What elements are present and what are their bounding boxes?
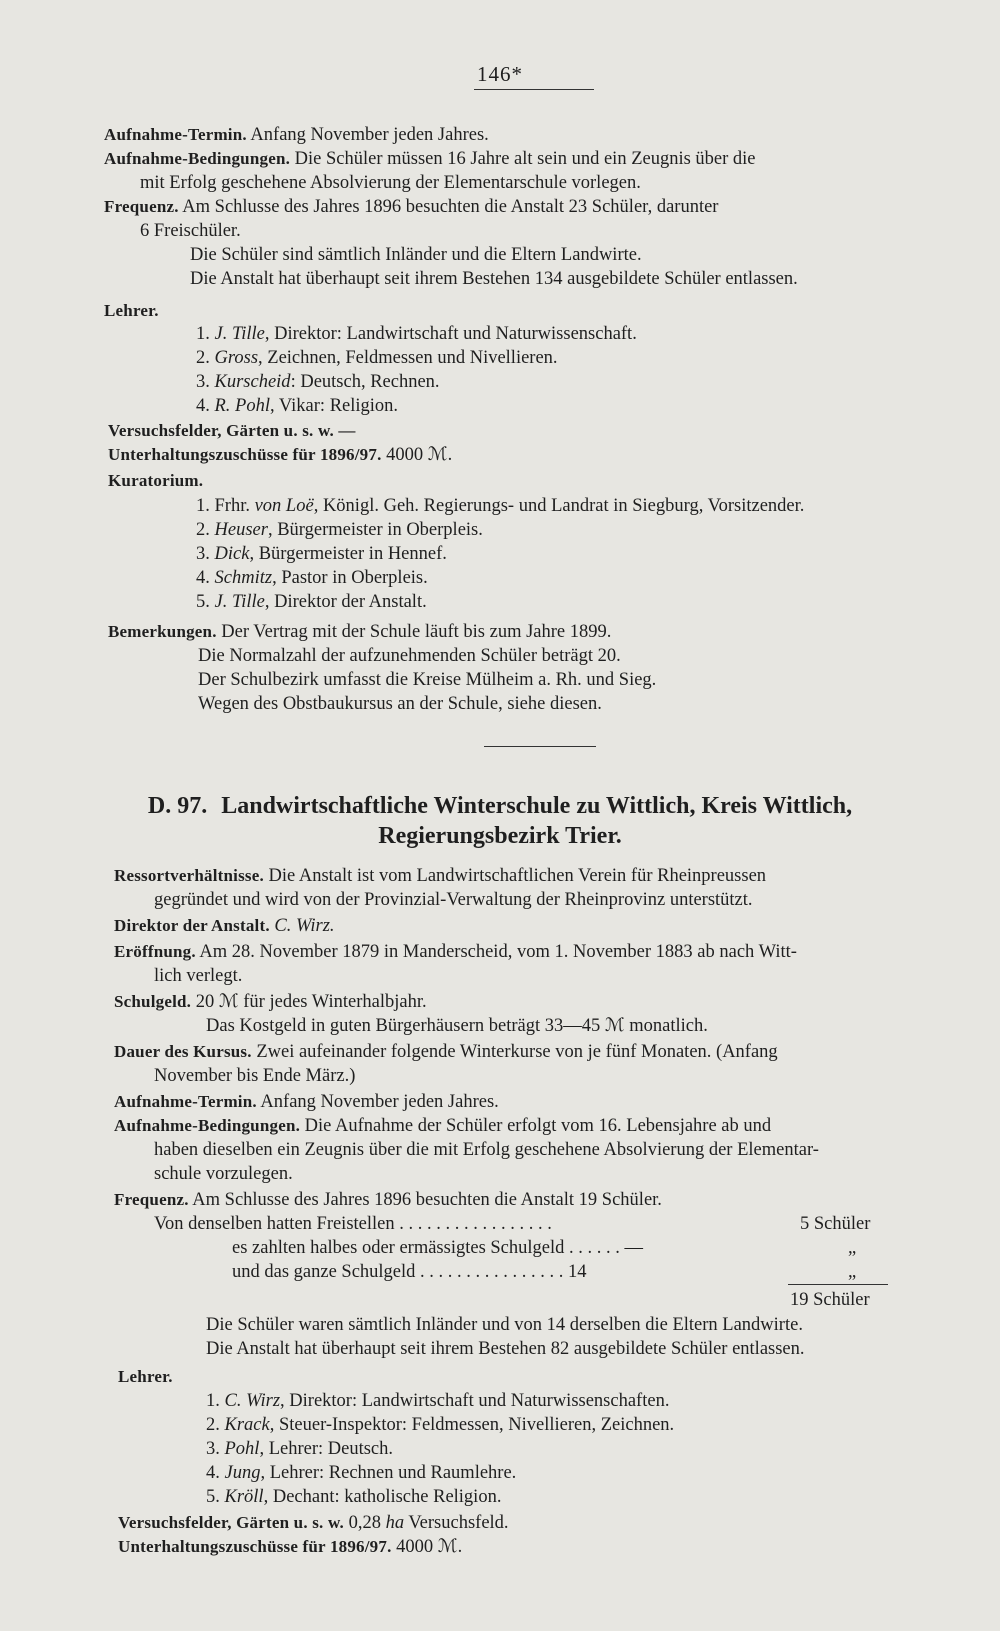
text-line: 6 Freischüler. bbox=[140, 221, 241, 241]
text-line: gegründet und wird von der Provinzial-Verwaltung der Rheinprovinz unterstützt. bbox=[154, 890, 753, 910]
text-line: Die Anstalt hat überhaupt seit ihrem Bestehen 82 ausgebildete Schüler entlassen. bbox=[206, 1339, 805, 1359]
kuratorium-item: 1. Frhr. von Loë, Königl. Geh. Regierungs- und Landrat in Siegburg, Vorsitzender. bbox=[196, 496, 805, 516]
text-line: November bis Ende März.) bbox=[154, 1066, 356, 1086]
text-line: Das Kostgeld in guten Bürgerhäusern beträgt 33—45 ℳ monatlich. bbox=[206, 1016, 708, 1036]
lehrer-heading: Lehrer. bbox=[118, 1367, 173, 1386]
teacher-item: 3. Pohl, Lehrer: Deutsch. bbox=[206, 1439, 394, 1459]
teacher-item: 1. C. Wirz, Direktor: Landwirtschaft und Naturwissenschaften. bbox=[206, 1391, 670, 1411]
aufnahme-bedingungen-line: Aufnahme-Bedingungen. Die Aufnahme der Schüler erfolgt vom 16. Lebensjahre ab und bbox=[114, 1116, 772, 1136]
page-number-rule bbox=[474, 89, 594, 90]
text-line: Die Anstalt hat überhaupt seit ihrem Bestehen 134 ausgebildete Schüler entlassen. bbox=[190, 269, 798, 289]
sum-rule bbox=[788, 1284, 888, 1285]
aufnahme-termin-line: Aufnahme-Termin. Anfang November jeden Jahres. bbox=[104, 125, 489, 145]
text-line: Wegen des Obstbaukursus an der Schule, siehe diesen. bbox=[198, 694, 602, 714]
text-line: mit Erfolg geschehene Absolvierung der Elementarschule vorlegen. bbox=[140, 173, 641, 193]
frequency-value: 5 Schüler bbox=[800, 1214, 871, 1234]
unterhaltung-line: Unterhaltungszuschüsse für 1896/97. 4000 ℳ. bbox=[108, 445, 453, 465]
frequency-total: 19 Schüler bbox=[790, 1290, 870, 1310]
direktor-line: Direktor der Anstalt. C. Wirz. bbox=[114, 916, 335, 936]
frequency-value: „ bbox=[848, 1238, 857, 1258]
frequency-value: „ bbox=[848, 1262, 857, 1282]
versuchsfelder-line: Versuchsfelder, Gärten u. s. w. 0,28 ha Versuchsfeld. bbox=[118, 1513, 509, 1533]
versuchsfelder-line: Versuchsfelder, Gärten u. s. w. — bbox=[108, 421, 356, 440]
section-heading: D. 97. Landwirtschaftliche Winterschule zu Wittlich, Kreis Wittlich, bbox=[147, 793, 853, 819]
frequency-row: es zahlten halbes oder ermässigtes Schulgeld . . . . . . — bbox=[232, 1238, 644, 1258]
text-line: lich verlegt. bbox=[154, 966, 243, 986]
dauer-line: Dauer des Kursus. Zwei aufeinander folgende Winterkurse von je fünf Monaten. (Anfang bbox=[114, 1042, 778, 1062]
text-line: schule vorzulegen. bbox=[154, 1164, 293, 1184]
teacher-item: 2. Krack, Steuer-Inspektor: Feldmessen, Nivellieren, Zeichnen. bbox=[206, 1415, 675, 1435]
ressort-line: Ressortverhältnisse. Die Anstalt ist vom Landwirtschaftlichen Verein für Rheinpreussen bbox=[114, 866, 767, 886]
text-line: Die Normalzahl der aufzunehmenden Schüler beträgt 20. bbox=[198, 646, 621, 666]
text-line: Die Schüler waren sämtlich Inländer und von 14 derselben die Eltern Landwirte. bbox=[206, 1315, 803, 1335]
teacher-item: 4. R. Pohl, Vikar: Religion. bbox=[196, 396, 399, 416]
page-number: 146* bbox=[477, 62, 523, 86]
frequency-row: und das ganze Schulgeld . . . . . . . . . . . . . . . . 14 bbox=[232, 1262, 587, 1282]
frequenz-line: Frequenz. Am Schlusse des Jahres 1896 besuchten die Anstalt 23 Schüler, darunter bbox=[104, 197, 719, 217]
kuratorium-item: 2. Heuser, Bürgermeister in Oberpleis. bbox=[196, 520, 483, 540]
section-separator bbox=[484, 746, 596, 747]
text-line: Der Schulbezirk umfasst die Kreise Mülheim a. Rh. und Sieg. bbox=[198, 670, 657, 690]
teacher-item: 4. Jung, Lehrer: Rechnen und Raumlehre. bbox=[206, 1463, 517, 1483]
frequency-row: Von denselben hatten Freistellen . . . . . . . . . . . . . . . . . bbox=[154, 1214, 552, 1234]
unterhaltung-line: Unterhaltungszuschüsse für 1896/97. 4000 ℳ. bbox=[118, 1537, 463, 1557]
teacher-item: 1. J. Tille, Direktor: Landwirtschaft und Naturwissenschaft. bbox=[196, 324, 637, 344]
kuratorium-item: 5. J. Tille, Direktor der Anstalt. bbox=[196, 592, 427, 612]
bemerkungen-line: Bemerkungen. Der Vertrag mit der Schule läuft bis zum Jahre 1899. bbox=[108, 622, 612, 642]
kuratorium-heading: Kuratorium. bbox=[108, 471, 204, 490]
teacher-item: 2. Gross, Zeichnen, Feldmessen und Nivellieren. bbox=[196, 348, 558, 368]
section-subheading: Regierungsbezirk Trier. bbox=[378, 823, 622, 849]
schulgeld-line: Schulgeld. 20 ℳ für jedes Winterhalbjahr. bbox=[114, 992, 427, 1012]
frequenz-line: Frequenz. Am Schlusse des Jahres 1896 besuchten die Anstalt 19 Schüler. bbox=[114, 1190, 662, 1210]
text-line: Die Schüler sind sämtlich Inländer und die Eltern Landwirte. bbox=[190, 245, 642, 265]
lehrer-heading: Lehrer. bbox=[104, 301, 159, 320]
aufnahme-termin-line: Aufnahme-Termin. Anfang November jeden Jahres. bbox=[114, 1092, 499, 1112]
text-line: haben dieselben ein Zeugnis über die mit Erfolg geschehene Absolvierung der Elementar- bbox=[154, 1140, 819, 1160]
teacher-item: 3. Kurscheid: Deutsch, Rechnen. bbox=[196, 372, 440, 392]
kuratorium-item: 4. Schmitz, Pastor in Oberpleis. bbox=[196, 568, 428, 588]
eroeffnung-line: Eröffnung. Am 28. November 1879 in Manderscheid, vom 1. November 1883 ab nach Witt- bbox=[114, 942, 797, 962]
aufnahme-bedingungen-line: Aufnahme-Bedingungen. Die Schüler müssen 16 Jahre alt sein und ein Zeugnis über die bbox=[104, 149, 756, 169]
teacher-item: 5. Kröll, Dechant: katholische Religion. bbox=[206, 1487, 502, 1507]
kuratorium-item: 3. Dick, Bürgermeister in Hennef. bbox=[196, 544, 447, 564]
